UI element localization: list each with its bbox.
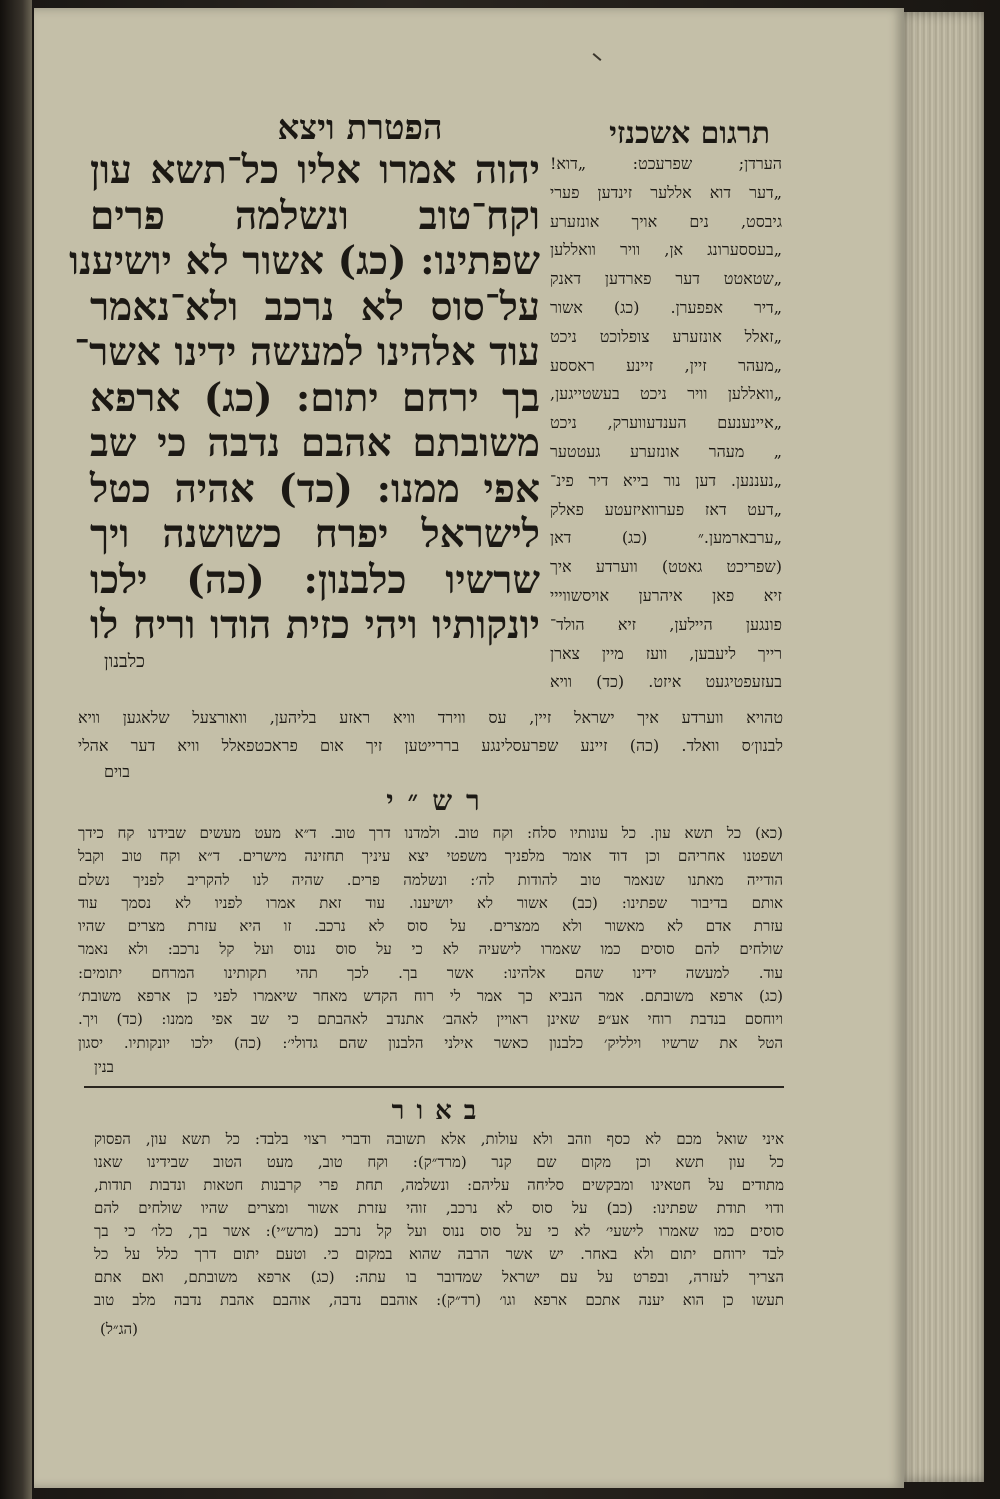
verse-line: שפתינו: (כג) אשור לא יושיענו (69, 238, 540, 284)
verse-line: וקח־טוב ונשלמה פרים (90, 192, 540, 239)
verse-line: אפי ממנו: (כד) אהיה כטל (90, 465, 540, 512)
targum-line: „דער דוא אללער זינדען פערי (550, 182, 782, 202)
biur-line: ודוי תודת שפתינו: (כב) על סוס לא נרכב, זוהי עזרת אשור ומצרים שהיו שולחים להם (94, 1199, 784, 1217)
biur-catchword: (הג״ל) (100, 1320, 138, 1338)
rashi-line: הודייה מאתנו שנאמר טוב להודות לה׳: ונשלמה פרים. שהיה לנו להקריב לפניך נשלם (78, 870, 783, 889)
rashi-catchword: בנין (94, 1058, 114, 1076)
biur-line: הצריך לעזרה, ובפרט על עם ישראל שמדובר בו עתה: (כג) ארפא משובתם, ואם אתם (94, 1268, 784, 1286)
verse-line: יהוה אמרו אליו כל־תשא עון (90, 147, 540, 193)
haftarah-header: הפטרת ויצא (277, 108, 443, 148)
targum-line: „דיר אפפערן. (כג) אשור (550, 297, 782, 317)
targum-line: „ מעהר אונזערע געטטער (550, 441, 782, 461)
targum-line: „שטאטט דער פארדען דאנק (550, 269, 782, 289)
targum-line: „זאלל אונזערע צופלוכט ניכט (550, 326, 782, 346)
previous-page-edge (0, 0, 32, 1499)
biur-line: איני שואל מכם לא כסף וזהב ולא עולות, אלא תשובה ודברי רצוי בלבד: כל תשא עון, הפסוק (94, 1130, 784, 1148)
biur-line: לבד ירוחם יתום ולא באחר. יש אשר הרבה שהוא במקום כי. וטעם יתום דרך כלל על כל (94, 1245, 784, 1263)
targum-continuation (78, 704, 783, 760)
targum-line: בעזעפטיגעט איזט. (כד) וויא (550, 672, 782, 692)
verse-line: על־סוס לא נרכב ולא־נאמר (90, 283, 540, 330)
targum-line: הערדן; שפרעכט: „דוא! (550, 154, 782, 173)
biur-line: תעשו כן הוא יענה אתכם ארפא וגו׳ (רד״ק): אוהבם נדבה, אוהבם אהבת נדבה מלב טוב (94, 1291, 784, 1309)
rashi-line: (כא) כל תשא עון. כל עונותיו סלח: וקח טוב. ולמדנו דרך טוב. ד״א מעט מעשים שבידנו קח כידך (78, 824, 783, 842)
targum-catchword: בוים (104, 762, 130, 781)
rashi-line: עזרת אדם לא מאשור ולא ממצרים. על סוס לא נרכב. זו היא עזרת מצרים שהיו (78, 917, 783, 936)
rashi-line: ושפטנו אחריהם וכן דוד אומר מלפניך משפטי יצא עיניך תחזינה מישרים. ד״א וקח טוב וקבל (78, 847, 783, 866)
targum-line: גיבסט, נים אויך אונזערע (550, 211, 782, 231)
targum-line: (שפריכט גאטט) ווערדע איך (550, 557, 782, 577)
rashi-line: עוד. למעשה ידינו שהם אלהינו: אשר בך. לכך תהי תקותינו המרחם יתומים: (78, 963, 783, 982)
targum-line: פונגען היילען, זיא הולד־ (550, 614, 782, 634)
verse-line: לישראל יפרח כשושנה ויך (90, 511, 540, 557)
rashi-line: (כג) ארפא משובתם. אמר הנביא כך אמר לי רוח הקדש מאחר שיאמרו לפני כן ארפא משובת׳ (78, 987, 783, 1006)
targum-line: „איינענעם הענדעווערק, ניכט (550, 413, 782, 433)
verse-line: יונקותיו ויהי כזית הודו וריח לו (90, 602, 540, 648)
biur-line: סוסים כמו שאמרו לישעי׳ לא כי על סוס ננוס ועל קל נרכב (מרש״י): אשר בך, כלו׳ כי בך (94, 1222, 784, 1240)
targum-line: לבנון׳ס וואלד. (כה) זיינע שפרעסלינגע בררייטען זיך אום פראכטפאלל וויא דער אהלי (78, 736, 783, 755)
rashi-line: שולחים להם סוסים כמו שאמרו לישעיה לא כי על סוס ננוס ועל קל נרכב: ולא נאמר (78, 940, 783, 959)
targum-line: „ערבארמען.״ (כג) דאן (550, 528, 782, 548)
section-divider (84, 1086, 784, 1088)
rashi-line: אותם בדיבור שפתינו: (כב) אשור לא יושיענו. עוד זאת אמרו לפניו לא נסמך עוד (78, 893, 783, 912)
targum-column (550, 150, 782, 697)
biur-commentary (94, 1128, 784, 1312)
verse-column (69, 147, 540, 649)
rashi-line: הטל את שרשיו וילליק׳ כלבנון כאשר אילני הלבנון שהם גדולי׳: (כה) ילכו יונקותיו. יסגון (78, 1033, 783, 1052)
targum-header: תרגום אשכנזי (609, 116, 770, 151)
targum-line: רייך ליעבען, וועז מיין צארן (550, 643, 782, 663)
rashi-commentary (78, 822, 783, 1055)
targum-line: „מעהר זיין, זיינע ראססע (550, 355, 782, 375)
rashi-line: ויוחסם בנדבת רוחי אע״פ שאינן ראויין לאהב׳ אתנדב לאהבתם כי שב אפי ממנו: (כד) ויך. (78, 1010, 783, 1029)
verse-line: עוד אלהינו למעשה ידינו אשר־ (74, 329, 540, 375)
targum-line: „נעננען. דען נור בייא דיר פינ־ (550, 470, 782, 490)
page-edges (904, 12, 984, 1482)
verse-line: משובתם אהבם נדבה כי שב (90, 420, 540, 466)
verse-line: בך ירחם יתום: (כג) ארפא (90, 374, 540, 421)
verse-catchword: כלבנון (104, 651, 145, 672)
biur-line: כל עון תשא וכן מקום שם קנר (מרד״ק): וקח טוב, מעט הטוב שבידינו שאנו (94, 1153, 784, 1171)
targum-line: „דעט דאז פערוואיזעטע פאלק (550, 499, 782, 519)
targum-line: זיא פאן איהרען אויסשווייי (550, 585, 782, 605)
targum-line: טהויא ווערדע איך ישראל זיין, עס ווירד וויא ראזע בליהען, וואורצעל שלאגען וויא (78, 708, 783, 727)
targum-line: „וואללען וויר ניכט בעשטייגען, (550, 384, 782, 404)
rashi-heading: רש״י (386, 784, 494, 817)
targum-line: „בעססערונג אן, וויר וואללען (550, 240, 782, 260)
biur-heading: באור (391, 1096, 489, 1126)
verse-line: שרשיו כלבנון: (כה) ילכו (90, 556, 540, 603)
biur-line: מתודים על חטאינו ומבקשים סליחה עליהם: ונשלמה, תחת פרי קרבנות חטאות ונדבות תודות, (94, 1176, 784, 1194)
